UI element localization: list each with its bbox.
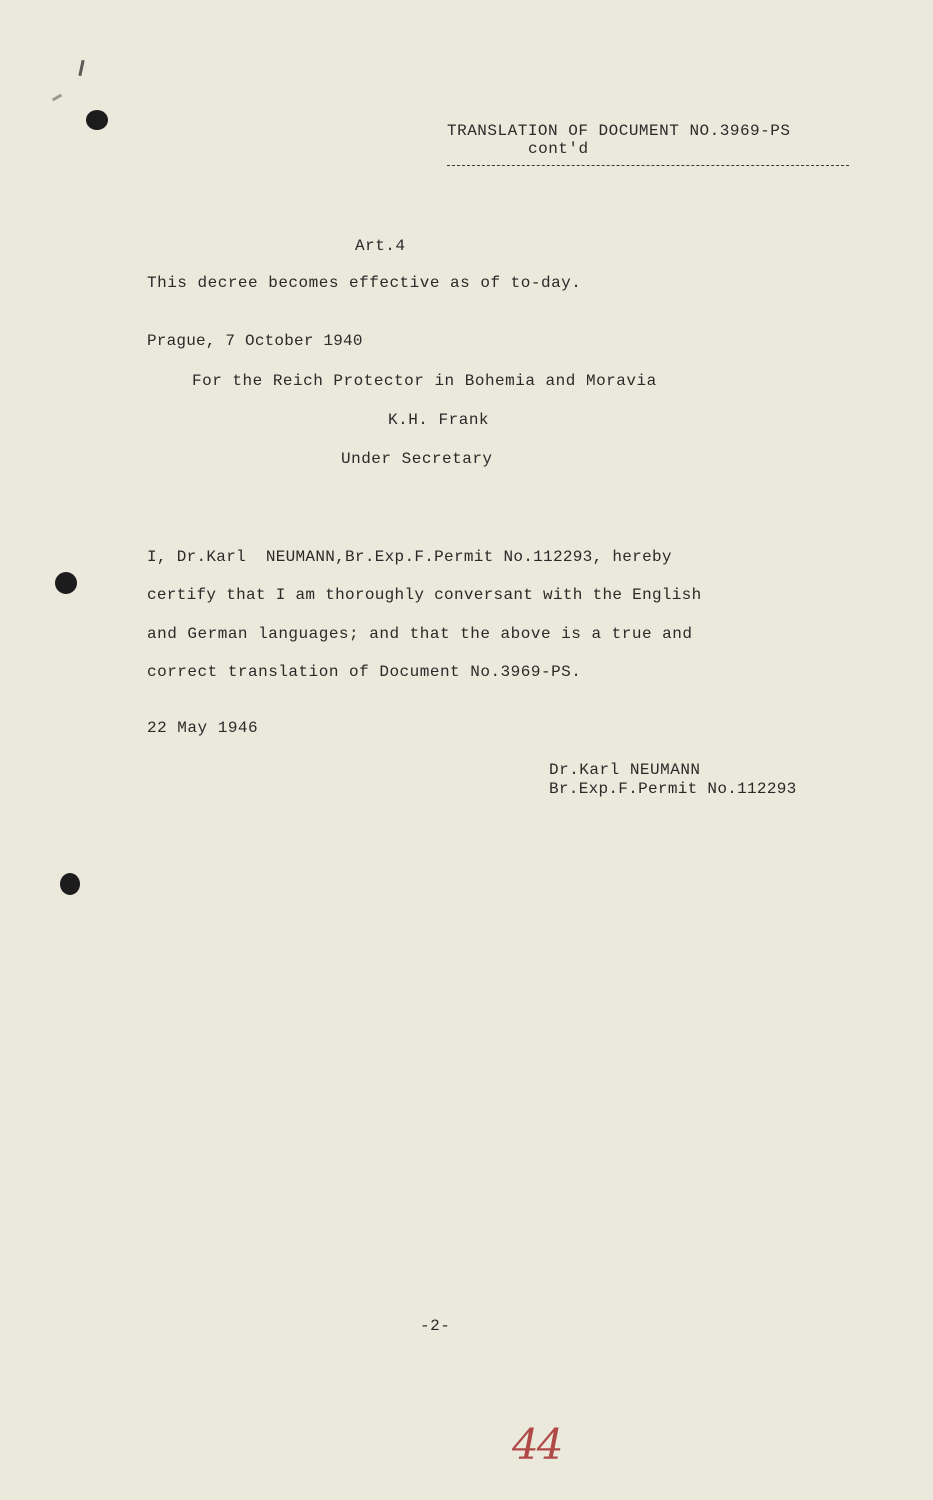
punch-hole-middle bbox=[55, 572, 77, 594]
header-divider bbox=[447, 165, 849, 166]
translator-permit: Br.Exp.F.Permit No.112293 bbox=[549, 780, 797, 798]
certification-line-2: certify that I am thoroughly conversant with the English bbox=[147, 586, 702, 604]
document-contd: cont'd bbox=[528, 140, 589, 158]
stray-mark bbox=[52, 94, 62, 102]
punch-hole-bottom bbox=[60, 873, 80, 895]
page-number: -2- bbox=[420, 1317, 451, 1335]
punch-hole-top bbox=[86, 110, 108, 130]
certification-date: 22 May 1946 bbox=[147, 719, 259, 737]
signatory-name: K.H. Frank bbox=[388, 411, 490, 429]
certification-line-3: and German languages; and that the above is a true and bbox=[147, 625, 693, 643]
document-title: TRANSLATION OF DOCUMENT NO.3969-PS bbox=[447, 122, 791, 140]
signatory-line: For the Reich Protector in Bohemia and Moravia bbox=[192, 372, 657, 390]
place-date: Prague, 7 October 1940 bbox=[147, 332, 363, 350]
signatory-title: Under Secretary bbox=[341, 450, 493, 468]
translator-name: Dr.Karl NEUMANN bbox=[549, 761, 701, 779]
certification-line-1: I, Dr.Karl NEUMANN,Br.Exp.F.Permit No.112293, hereby bbox=[147, 548, 672, 566]
certification-line-4: correct translation of Document No.3969-PS. bbox=[147, 663, 582, 681]
handwritten-page-number: 44 bbox=[512, 1420, 562, 1469]
stray-mark bbox=[78, 60, 84, 76]
article-heading: Art.4 bbox=[355, 237, 406, 255]
article-text: This decree becomes effective as of to-day. bbox=[147, 274, 582, 292]
